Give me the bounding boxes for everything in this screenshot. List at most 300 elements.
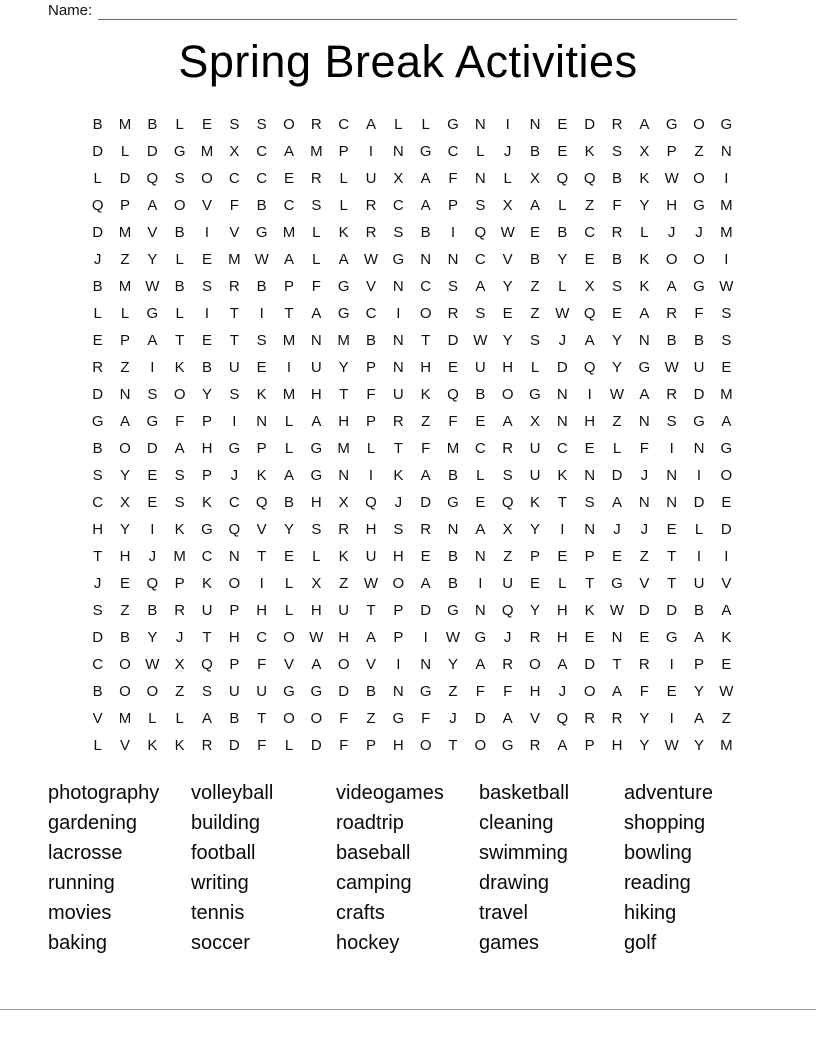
grid-cell: A <box>311 305 322 322</box>
grid-cell: D <box>584 116 596 133</box>
grid-cell: H <box>338 629 350 646</box>
grid-cell: F <box>612 197 622 214</box>
grid-cell: A <box>311 413 322 430</box>
grid-row <box>84 165 740 192</box>
grid-cell: C <box>556 440 568 457</box>
word-item: gardening <box>48 811 137 834</box>
grid-cell: P <box>283 278 294 295</box>
grid-cell: N <box>474 116 486 133</box>
grid-cell: N <box>474 548 486 565</box>
grid-row <box>84 300 740 327</box>
grid-cell: N <box>392 278 404 295</box>
grid-cell: G <box>419 683 432 700</box>
grid-cell: U <box>693 359 705 376</box>
grid-cell: S <box>174 467 185 484</box>
grid-cell: O <box>419 305 432 322</box>
grid-cell: O <box>173 386 186 403</box>
grid-cell: E <box>119 575 130 592</box>
grid-row <box>84 408 740 435</box>
grid-cell: L <box>312 224 321 241</box>
grid-cell: Y <box>447 656 458 673</box>
grid-cell: X <box>338 494 349 511</box>
grid-cell: L <box>284 737 294 754</box>
grid-cell: E <box>721 494 732 511</box>
grid-cell: K <box>174 359 185 376</box>
grid-cell: Y <box>693 737 704 754</box>
grid-cell: P <box>666 143 677 160</box>
grid-cell: J <box>93 251 102 268</box>
grid-cell: I <box>560 521 565 538</box>
grid-cell: I <box>450 224 456 241</box>
grid-cell: A <box>721 602 732 619</box>
grid-cell: A <box>147 332 158 349</box>
grid-row <box>84 462 740 489</box>
grid-cell: A <box>475 656 486 673</box>
grid-cell: K <box>584 143 595 160</box>
grid-cell: C <box>338 116 350 133</box>
grid-cell: S <box>174 170 185 187</box>
grid-cell: R <box>338 521 350 538</box>
grid-cell: X <box>393 170 404 187</box>
grid-cell: G <box>337 305 350 322</box>
grid-cell: M <box>282 386 296 403</box>
grid-cell: P <box>174 575 185 592</box>
grid-cell: F <box>475 683 485 700</box>
grid-cell: H <box>310 386 322 403</box>
grid-cell: U <box>502 575 514 592</box>
grid-cell: K <box>639 170 650 187</box>
grid-cell: F <box>694 305 704 322</box>
grid-cell: T <box>93 548 103 565</box>
word-item: baseball <box>336 841 411 864</box>
grid-cell: W <box>719 683 734 700</box>
grid-cell: T <box>257 548 267 565</box>
grid-cell: A <box>475 278 486 295</box>
grid-cell: E <box>147 467 158 484</box>
grid-cell: I <box>669 710 674 727</box>
grid-cell: H <box>666 197 678 214</box>
grid-cell: I <box>286 359 292 376</box>
grid-cell: G <box>310 683 323 700</box>
grid-cell: I <box>232 413 237 430</box>
grid-cell: J <box>503 629 512 646</box>
grid-cell: H <box>392 548 404 565</box>
grid-cell: A <box>420 170 431 187</box>
grid-cell: M <box>118 278 132 295</box>
grid-cell: H <box>338 413 350 430</box>
grid-row <box>84 138 740 165</box>
grid-cell: N <box>392 332 404 349</box>
grid-cell: C <box>392 197 404 214</box>
grid-cell: K <box>338 548 349 565</box>
grid-cell: B <box>693 332 704 349</box>
grid-row <box>84 435 740 462</box>
grid-cell: A <box>639 305 650 322</box>
grid-cell: G <box>146 413 159 430</box>
grid-cell: F <box>421 710 431 727</box>
grid-cell: R <box>611 710 623 727</box>
grid-cell: E <box>201 251 212 268</box>
grid-cell: A <box>420 467 431 484</box>
grid-cell: H <box>556 629 568 646</box>
grid-cell: A <box>639 116 650 133</box>
grid-cell: I <box>259 575 264 592</box>
grid-cell: R <box>92 359 104 376</box>
grid-cell: T <box>448 737 458 754</box>
grid-cell: R <box>447 305 459 322</box>
grid-cell: Z <box>339 575 349 592</box>
grid-cell: A <box>502 413 513 430</box>
grid-cell: V <box>529 710 540 727</box>
grid-cell: A <box>201 710 212 727</box>
grid-cell: E <box>666 521 677 538</box>
word-item: shopping <box>624 811 706 834</box>
grid-cell: S <box>393 224 404 241</box>
grid-cell: G <box>447 494 459 511</box>
page-title: Spring Break Activities <box>178 36 638 87</box>
grid-cell: B <box>447 575 458 592</box>
grid-cell: J <box>640 467 649 484</box>
grid-cell: W <box>609 602 625 619</box>
grid-row <box>84 516 740 543</box>
grid-cell: M <box>337 332 350 349</box>
grid-cell: V <box>721 575 732 592</box>
grid-cell: Y <box>119 467 130 484</box>
grid-cell: Q <box>146 170 159 187</box>
grid-cell: H <box>584 413 596 430</box>
grid-cell: F <box>229 197 239 214</box>
grid-cell: X <box>529 170 540 187</box>
grid-cell: H <box>365 521 377 538</box>
word-list-column <box>191 779 336 958</box>
grid-cell: O <box>337 656 350 673</box>
grid-cell: A <box>283 143 294 160</box>
grid-cell: P <box>119 197 130 214</box>
grid-cell: J <box>613 521 621 538</box>
grid-cell: L <box>339 197 348 214</box>
grid-cell: O <box>228 575 241 592</box>
grid-cell: Z <box>721 710 731 727</box>
grid-cell: E <box>475 494 486 511</box>
grid-cell: U <box>693 575 705 592</box>
grid-cell: E <box>557 548 568 565</box>
grid-cell: B <box>666 332 677 349</box>
grid-cell: K <box>420 386 431 403</box>
grid-cell: B <box>447 548 458 565</box>
grid-cell: A <box>283 251 294 268</box>
grid-cell: Y <box>639 710 650 727</box>
grid-cell: Z <box>120 251 130 268</box>
grid-cell: N <box>638 413 650 430</box>
grid-cell: R <box>502 656 514 673</box>
grid-cell: L <box>421 116 430 133</box>
grid-cell: Y <box>283 521 294 538</box>
grid-cell: G <box>720 116 733 133</box>
grid-cell: M <box>310 143 323 160</box>
grid-cell: O <box>665 251 678 268</box>
grid-cell: K <box>201 494 212 511</box>
grid-cell: P <box>365 413 376 430</box>
grid-cell: D <box>92 143 104 160</box>
grid-cell: L <box>175 116 184 133</box>
grid-cell: G <box>255 224 268 241</box>
grid-cell: I <box>396 305 401 322</box>
grid-cell: R <box>365 224 377 241</box>
grid-cell: B <box>283 494 294 511</box>
grid-cell: I <box>724 548 729 565</box>
grid-cell: Q <box>556 710 569 727</box>
grid-cell: M <box>173 548 186 565</box>
grid-cell: E <box>529 224 540 241</box>
grid-cell: B <box>147 116 158 133</box>
grid-cell: S <box>611 143 622 160</box>
grid-cell: P <box>256 440 267 457</box>
grid-cell: F <box>639 683 649 700</box>
grid-cell: L <box>120 143 130 160</box>
footer-divider <box>0 1009 816 1010</box>
grid-cell: C <box>92 494 104 511</box>
grid-cell: C <box>256 143 268 160</box>
grid-cell: V <box>283 656 294 673</box>
grid-cell: L <box>284 602 294 619</box>
grid-cell: U <box>228 683 240 700</box>
grid-cell: N <box>556 386 568 403</box>
grid-cell: C <box>92 656 104 673</box>
word-list-column <box>48 779 191 958</box>
grid-cell: R <box>666 386 678 403</box>
grid-cell: Q <box>583 170 596 187</box>
grid-cell: W <box>664 359 679 376</box>
grid-cell: L <box>284 440 294 457</box>
grid-cell: W <box>664 170 679 187</box>
grid-cell: P <box>229 656 240 673</box>
grid-cell: L <box>366 440 376 457</box>
grid-cell: Q <box>146 575 159 592</box>
grid-cell: H <box>310 494 322 511</box>
grid-cell: U <box>338 602 350 619</box>
grid-cell: C <box>201 548 213 565</box>
grid-cell: B <box>174 278 185 295</box>
grid-cell: S <box>721 332 732 349</box>
grid-cell: H <box>92 521 104 538</box>
grid-cell: M <box>118 224 132 241</box>
grid-cell: P <box>393 629 404 646</box>
grid-cell: I <box>505 116 510 133</box>
word-item: travel <box>479 901 528 924</box>
word-item: photography <box>48 782 160 804</box>
grid-cell: W <box>254 251 269 268</box>
grid-cell: N <box>638 332 650 349</box>
grid-cell: T <box>257 710 267 727</box>
word-item: tennis <box>191 901 245 924</box>
grid-cell: W <box>309 629 324 646</box>
grid-cell: A <box>283 467 294 484</box>
grid-cell: Z <box>503 548 513 565</box>
grid-cell: L <box>312 548 321 565</box>
grid-cell: N <box>638 494 650 511</box>
grid-cell: S <box>529 332 540 349</box>
grid-cell: D <box>693 386 705 403</box>
grid-cell: X <box>502 521 513 538</box>
grid-cell: B <box>420 224 431 241</box>
grid-cell: A <box>557 737 568 754</box>
grid-cell: V <box>92 710 103 727</box>
grid-cell: F <box>257 656 267 673</box>
grid-cell: H <box>228 629 240 646</box>
grid-cell: T <box>557 494 567 511</box>
grid-cell: E <box>420 548 431 565</box>
grid-cell: N <box>338 467 350 484</box>
grid-cell: E <box>201 332 212 349</box>
grid-cell: L <box>312 251 321 268</box>
grid-cell: B <box>693 602 704 619</box>
grid-cell: V <box>639 575 650 592</box>
grid-cell: G <box>665 116 678 133</box>
grid-cell: L <box>640 224 649 241</box>
grid-cell: D <box>92 386 104 403</box>
grid-cell: V <box>201 197 212 214</box>
grid-cell: D <box>338 683 350 700</box>
word-item: bowling <box>624 841 692 864</box>
grid-cell: P <box>119 332 130 349</box>
grid-cell: P <box>393 602 404 619</box>
grid-cell: D <box>420 602 432 619</box>
grid-cell: H <box>611 737 623 754</box>
word-item: videogames <box>336 782 444 804</box>
grid-cell: O <box>693 170 705 187</box>
grid-cell: Z <box>530 305 540 322</box>
grid-cell: T <box>229 305 239 322</box>
grid-cell: E <box>529 575 540 592</box>
grid-cell: U <box>365 548 377 565</box>
grid-cell: D <box>228 737 240 754</box>
grid-cell: N <box>392 143 404 160</box>
grid-cell: A <box>502 710 513 727</box>
grid-cell: T <box>421 332 431 349</box>
grid-cell: A <box>338 251 349 268</box>
grid-cell: S <box>92 602 103 619</box>
word-item: hiking <box>624 901 677 924</box>
grid-cell: U <box>201 602 213 619</box>
grid-cell: K <box>557 467 568 484</box>
grid-cell: K <box>201 575 212 592</box>
grid-cell: O <box>283 629 295 646</box>
grid-cell: B <box>201 359 212 376</box>
grid-cell: K <box>529 494 540 511</box>
grid-cell: Z <box>585 197 595 214</box>
grid-cell: A <box>311 656 322 673</box>
grid-row <box>84 111 740 138</box>
grid-cell: L <box>476 467 485 484</box>
grid-cell: K <box>256 467 267 484</box>
grid-cell: T <box>366 602 376 619</box>
grid-cell: K <box>174 737 185 754</box>
grid-cell: O <box>529 656 541 673</box>
grid-cell: I <box>587 386 592 403</box>
grid-cell: L <box>284 575 294 592</box>
grid-cell: Y <box>502 332 513 349</box>
grid-cell: V <box>365 656 376 673</box>
grid-cell: A <box>666 278 677 295</box>
grid-cell: X <box>119 494 130 511</box>
grid-cell: J <box>695 224 703 241</box>
word-item: baking <box>48 931 107 954</box>
grid-cell: B <box>256 278 267 295</box>
grid-cell: G <box>337 278 350 295</box>
grid-cell: K <box>147 737 158 754</box>
grid-cell: L <box>476 143 485 160</box>
grid-row <box>84 381 740 408</box>
grid-cell: P <box>365 737 376 754</box>
grid-cell: N <box>611 629 623 646</box>
grid-cell: Q <box>365 494 377 511</box>
word-list-column <box>479 779 624 958</box>
grid-cell: E <box>201 116 212 133</box>
grid-cell: K <box>639 251 650 268</box>
grid-cell: H <box>502 359 514 376</box>
grid-cell: Y <box>119 521 130 538</box>
grid-cell: I <box>204 224 210 241</box>
grid-cell: K <box>639 278 650 295</box>
grid-cell: G <box>201 521 213 538</box>
word-item: hockey <box>336 931 400 954</box>
grid-cell: O <box>693 116 705 133</box>
grid-cell: G <box>392 710 405 727</box>
grid-cell: O <box>201 170 213 187</box>
grid-row <box>84 192 740 219</box>
grid-cell: I <box>396 656 401 673</box>
grid-cell: I <box>368 467 374 484</box>
grid-cell: N <box>666 467 678 484</box>
grid-cell: D <box>474 710 486 727</box>
grid-cell: W <box>363 251 379 268</box>
grid-row <box>84 678 740 705</box>
grid-cell: W <box>145 656 160 673</box>
grid-cell: T <box>585 575 595 592</box>
grid-cell: K <box>393 467 404 484</box>
grid-cell: R <box>611 116 623 133</box>
grid-cell: S <box>256 116 267 133</box>
word-item: building <box>191 811 260 834</box>
grid-row <box>84 219 740 246</box>
grid-cell: A <box>147 197 158 214</box>
grid-cell: P <box>201 413 212 430</box>
grid-cell: Q <box>583 359 596 376</box>
grid-cell: P <box>529 548 540 565</box>
grid-cell: L <box>530 359 540 376</box>
grid-cell: L <box>93 305 102 322</box>
grid-cell: W <box>664 737 679 754</box>
grid-cell: Y <box>611 359 622 376</box>
grid-cell: I <box>478 575 483 592</box>
word-item: soccer <box>191 931 250 954</box>
grid-cell: B <box>365 332 376 349</box>
grid-cell: Z <box>175 683 185 700</box>
grid-cell: Y <box>338 359 349 376</box>
grid-cell: L <box>120 305 130 322</box>
grid-cell: Z <box>530 278 540 295</box>
grid-cell: U <box>392 386 404 403</box>
grid-cell: G <box>228 440 241 457</box>
grid-cell: G <box>310 467 323 484</box>
grid-cell: L <box>394 116 403 133</box>
grid-cell: G <box>474 629 487 646</box>
word-item: swimming <box>479 841 568 864</box>
grid-cell: J <box>175 629 184 646</box>
grid-cell: R <box>392 413 404 430</box>
grid-cell: T <box>229 332 239 349</box>
grid-cell: M <box>446 440 460 457</box>
